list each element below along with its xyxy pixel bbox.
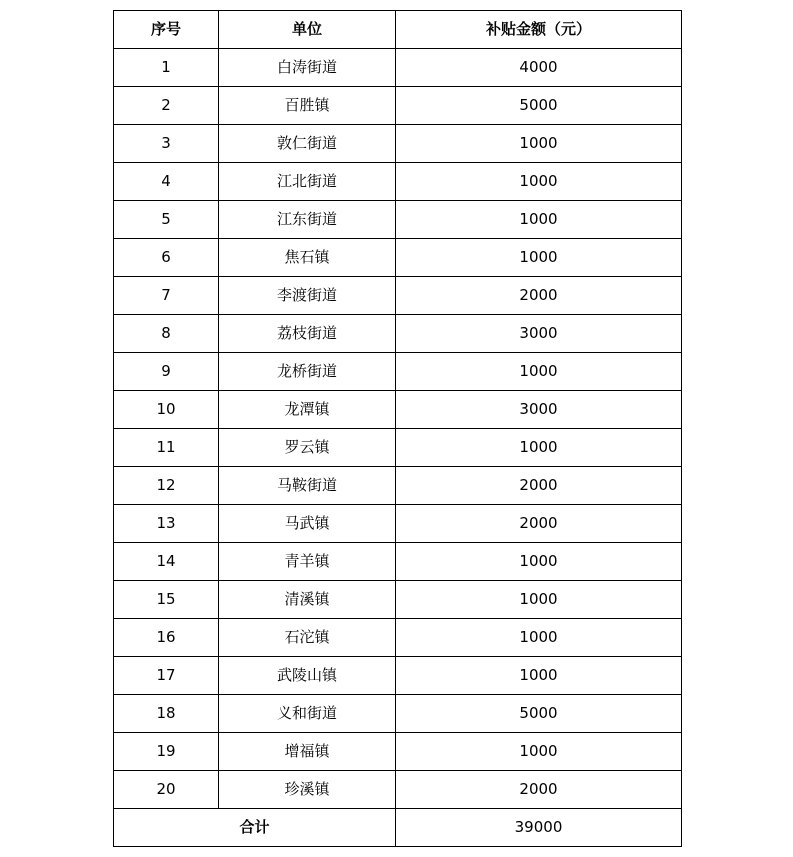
cell-amount: 1000 xyxy=(396,125,682,163)
table-row xyxy=(114,201,682,239)
cell-unit: 义和街道 xyxy=(219,695,396,733)
table-row xyxy=(114,163,682,201)
cell-unit: 白涛街道 xyxy=(219,49,396,87)
cell-unit: 江北街道 xyxy=(219,163,396,201)
cell-unit: 江东街道 xyxy=(219,201,396,239)
cell-index: 19 xyxy=(114,733,219,771)
cell-unit: 荔枝街道 xyxy=(219,315,396,353)
cell-unit: 马武镇 xyxy=(219,505,396,543)
table-row xyxy=(114,239,682,277)
cell-amount: 3000 xyxy=(396,391,682,429)
cell-amount: 1000 xyxy=(396,353,682,391)
table-row xyxy=(114,467,682,505)
cell-amount: 1000 xyxy=(396,581,682,619)
table-row xyxy=(114,543,682,581)
table-row xyxy=(114,429,682,467)
cell-index: 16 xyxy=(114,619,219,657)
cell-index: 17 xyxy=(114,657,219,695)
cell-index: 12 xyxy=(114,467,219,505)
table-row xyxy=(114,733,682,771)
table-row xyxy=(114,657,682,695)
cell-amount: 4000 xyxy=(396,49,682,87)
table-row xyxy=(114,353,682,391)
cell-amount: 1000 xyxy=(396,733,682,771)
cell-index: 20 xyxy=(114,771,219,809)
cell-amount: 2000 xyxy=(396,277,682,315)
cell-unit: 李渡街道 xyxy=(219,277,396,315)
cell-unit: 武陵山镇 xyxy=(219,657,396,695)
table-header-row xyxy=(114,11,682,49)
header-amount: 补贴金额（元） xyxy=(396,11,682,49)
cell-unit: 增福镇 xyxy=(219,733,396,771)
table-row xyxy=(114,315,682,353)
table-row xyxy=(114,619,682,657)
cell-unit: 石沱镇 xyxy=(219,619,396,657)
cell-index: 5 xyxy=(114,201,219,239)
cell-amount: 5000 xyxy=(396,87,682,125)
table-row xyxy=(114,277,682,315)
total-label: 合计 xyxy=(114,809,396,847)
cell-amount: 1000 xyxy=(396,543,682,581)
cell-unit: 清溪镇 xyxy=(219,581,396,619)
cell-index: 14 xyxy=(114,543,219,581)
cell-index: 18 xyxy=(114,695,219,733)
table-row xyxy=(114,505,682,543)
table-row xyxy=(114,695,682,733)
cell-unit: 青羊镇 xyxy=(219,543,396,581)
cell-amount: 1000 xyxy=(396,619,682,657)
cell-amount: 2000 xyxy=(396,505,682,543)
table-row xyxy=(114,125,682,163)
cell-index: 6 xyxy=(114,239,219,277)
cell-index: 7 xyxy=(114,277,219,315)
table-row xyxy=(114,391,682,429)
header-unit: 单位 xyxy=(219,11,396,49)
cell-amount: 1000 xyxy=(396,239,682,277)
cell-amount: 2000 xyxy=(396,771,682,809)
cell-index: 10 xyxy=(114,391,219,429)
cell-unit: 敦仁街道 xyxy=(219,125,396,163)
table-row xyxy=(114,581,682,619)
subsidy-table xyxy=(113,10,682,847)
cell-unit: 焦石镇 xyxy=(219,239,396,277)
total-row xyxy=(114,809,682,847)
table-row xyxy=(114,771,682,809)
cell-unit: 龙潭镇 xyxy=(219,391,396,429)
cell-index: 2 xyxy=(114,87,219,125)
cell-unit: 龙桥街道 xyxy=(219,353,396,391)
total-amount: 39000 xyxy=(396,809,682,847)
cell-index: 8 xyxy=(114,315,219,353)
cell-index: 13 xyxy=(114,505,219,543)
table-row xyxy=(114,87,682,125)
cell-amount: 1000 xyxy=(396,201,682,239)
cell-index: 11 xyxy=(114,429,219,467)
cell-index: 9 xyxy=(114,353,219,391)
cell-unit: 珍溪镇 xyxy=(219,771,396,809)
cell-index: 15 xyxy=(114,581,219,619)
cell-index: 1 xyxy=(114,49,219,87)
cell-index: 3 xyxy=(114,125,219,163)
cell-amount: 1000 xyxy=(396,657,682,695)
header-index: 序号 xyxy=(114,11,219,49)
cell-unit: 马鞍街道 xyxy=(219,467,396,505)
cell-amount: 1000 xyxy=(396,163,682,201)
cell-unit: 罗云镇 xyxy=(219,429,396,467)
cell-unit: 百胜镇 xyxy=(219,87,396,125)
table-row xyxy=(114,49,682,87)
cell-amount: 5000 xyxy=(396,695,682,733)
cell-amount: 3000 xyxy=(396,315,682,353)
cell-amount: 1000 xyxy=(396,429,682,467)
cell-amount: 2000 xyxy=(396,467,682,505)
cell-index: 4 xyxy=(114,163,219,201)
